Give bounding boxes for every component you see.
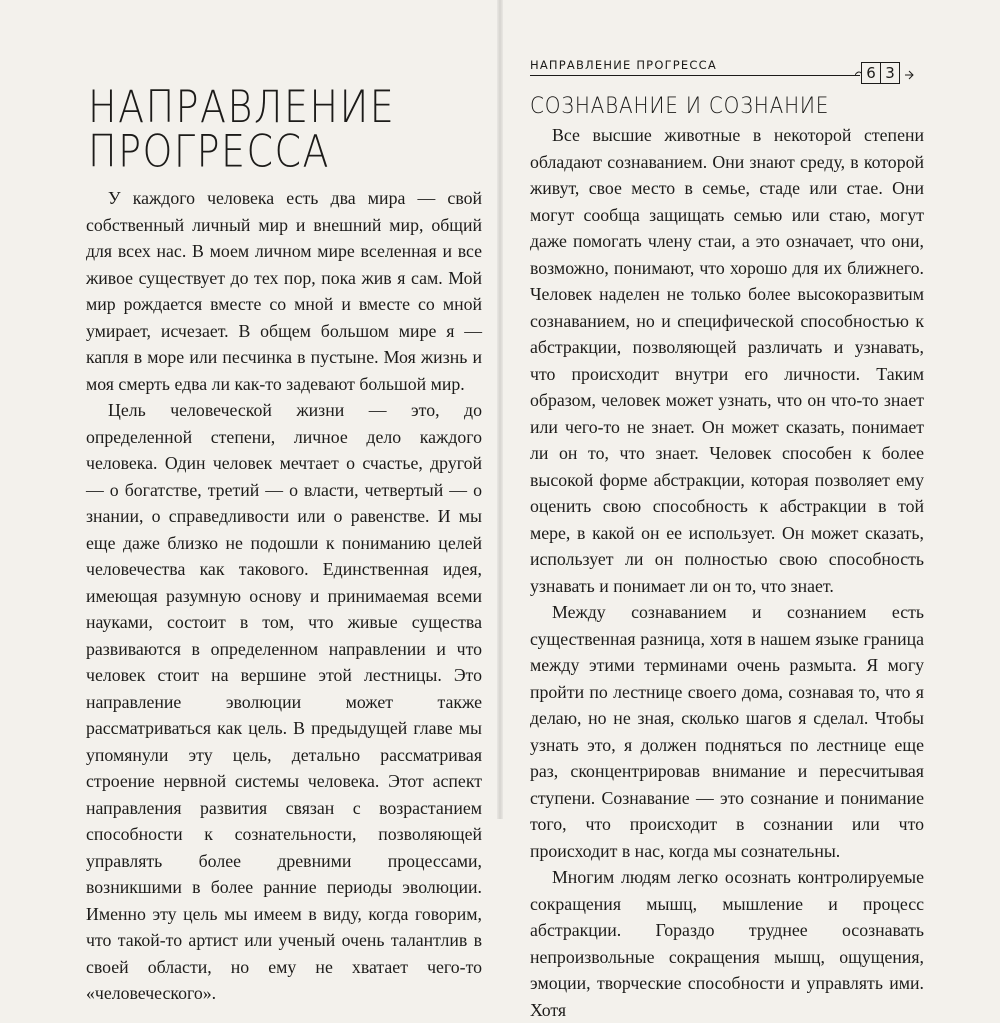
page-number-digit: 3: [880, 62, 900, 84]
running-head: НАПРАВЛЕНИЕ ПРОГРЕССА: [530, 58, 717, 72]
right-page: [500, 0, 1000, 1020]
paragraph: Все высшие животные в некоторой степени обладают сознаванием. Они знают среду, в которой живут, свое место в семье, стаде или стае. Они могут сообща защищать семью или стаю, могут даже помогать члену стаи, а это означает, что они, возможно, понимают, что хорошо для их ближнего. Человек наделен не только более высокоразвитым сознаванием, но и специфической способностью к абстракции, позволяющей различать и узнавать, что происходит внутри его личности. Таким образом, человек может узнать, что он что-то знает или чего-то не знает. Он может сказать, понимает ли он то, что знает. Человек способен к более высокой форме абстракции, которая позволяет ему оценить свою способность к абстракции в той мере, в какой он ее использует. Он может сказать, использует ли он полностью свою способность узнавать и понимает ли он то, что знает.: [530, 125, 924, 596]
chapter-title: НАПРАВЛЕНИЕ ПРОГРЕССА: [88, 80, 396, 178]
right-body-text: [530, 122, 924, 1023]
section-title: СОЗНАВАНИЕ И СОЗНАНИЕ: [530, 92, 830, 119]
paragraph: Многим людям легко осознать контролируемые сокращения мышц, мышление и процесс абстракции. Гораздо труднее осознавать непроизвольные сокращения мышц, ощущения, эмоции, творческие способности и управлять ими. Хотя: [530, 867, 924, 1020]
running-head-rule: [530, 75, 860, 76]
left-page: [0, 0, 500, 1003]
page-number: [862, 62, 900, 84]
paragraph: У каждого человека есть два мира — свой собственный личный мир и внешний мир, общий для всех нас. В моем личном мире вселенная и все живое существует до тех пор, пока жив я сам. Мой мир рождается вместе со мной и вместе со мной умирает, исчезает. В общем большом мире я — капля в море или песчинка в пустыне. Моя жизнь и моя смерть едва ли как-то задевают большой мир.: [86, 188, 482, 394]
left-body-text: [86, 185, 482, 1007]
page-number-digit: 6: [861, 62, 881, 84]
paragraph: Между сознаванием и сознанием есть существенная разница, хотя в нашем языке граница между этими терминами очень размыта. Я могу пройти по лестнице своего дома, сознавая то, что я делаю, но не зная, сколько шагов я сделал. Чтобы узнать это, я должен подняться по лестнице еще раз, сконцентрировав внимание и пересчитывая ступени. Сознавание — это сознание и понимание того, что происходит в сознании или что происходит в нас, когда мы сознательны.: [530, 602, 924, 861]
paragraph: Цель человеческой жизни — это, до определенной степени, личное дело каждого человека. Один человек мечтает о счастье, другой — о богатстве, третий — о власти, четвертый — о знании, о справедливости или о равенстве. И мы еще даже близко не подошли к пониманию целей человечества как такового. Единственная идея, имеющая разумную основу и принимаемая всеми науками, состоит в том, что живые существа развиваются в определенном направлении и что человек стоит на вершине этой лестницы. Это направление эволюции может также рассматриваться как цель. В предыдущей главе мы упомянули эту цель, детально рассматривая строение нервной системы человека. Этот аспект направления развития связан с возрастанием способности к сознательности, позволяющей управлять более древними процессами, возникшими в более ранние периоды эволюции. Именно эту цель мы имеем в виду, когда говорим, что такой-то артист или ученый очень талантлив в своей области, но ему не хватает чего-то «человеческого».: [86, 400, 482, 1003]
